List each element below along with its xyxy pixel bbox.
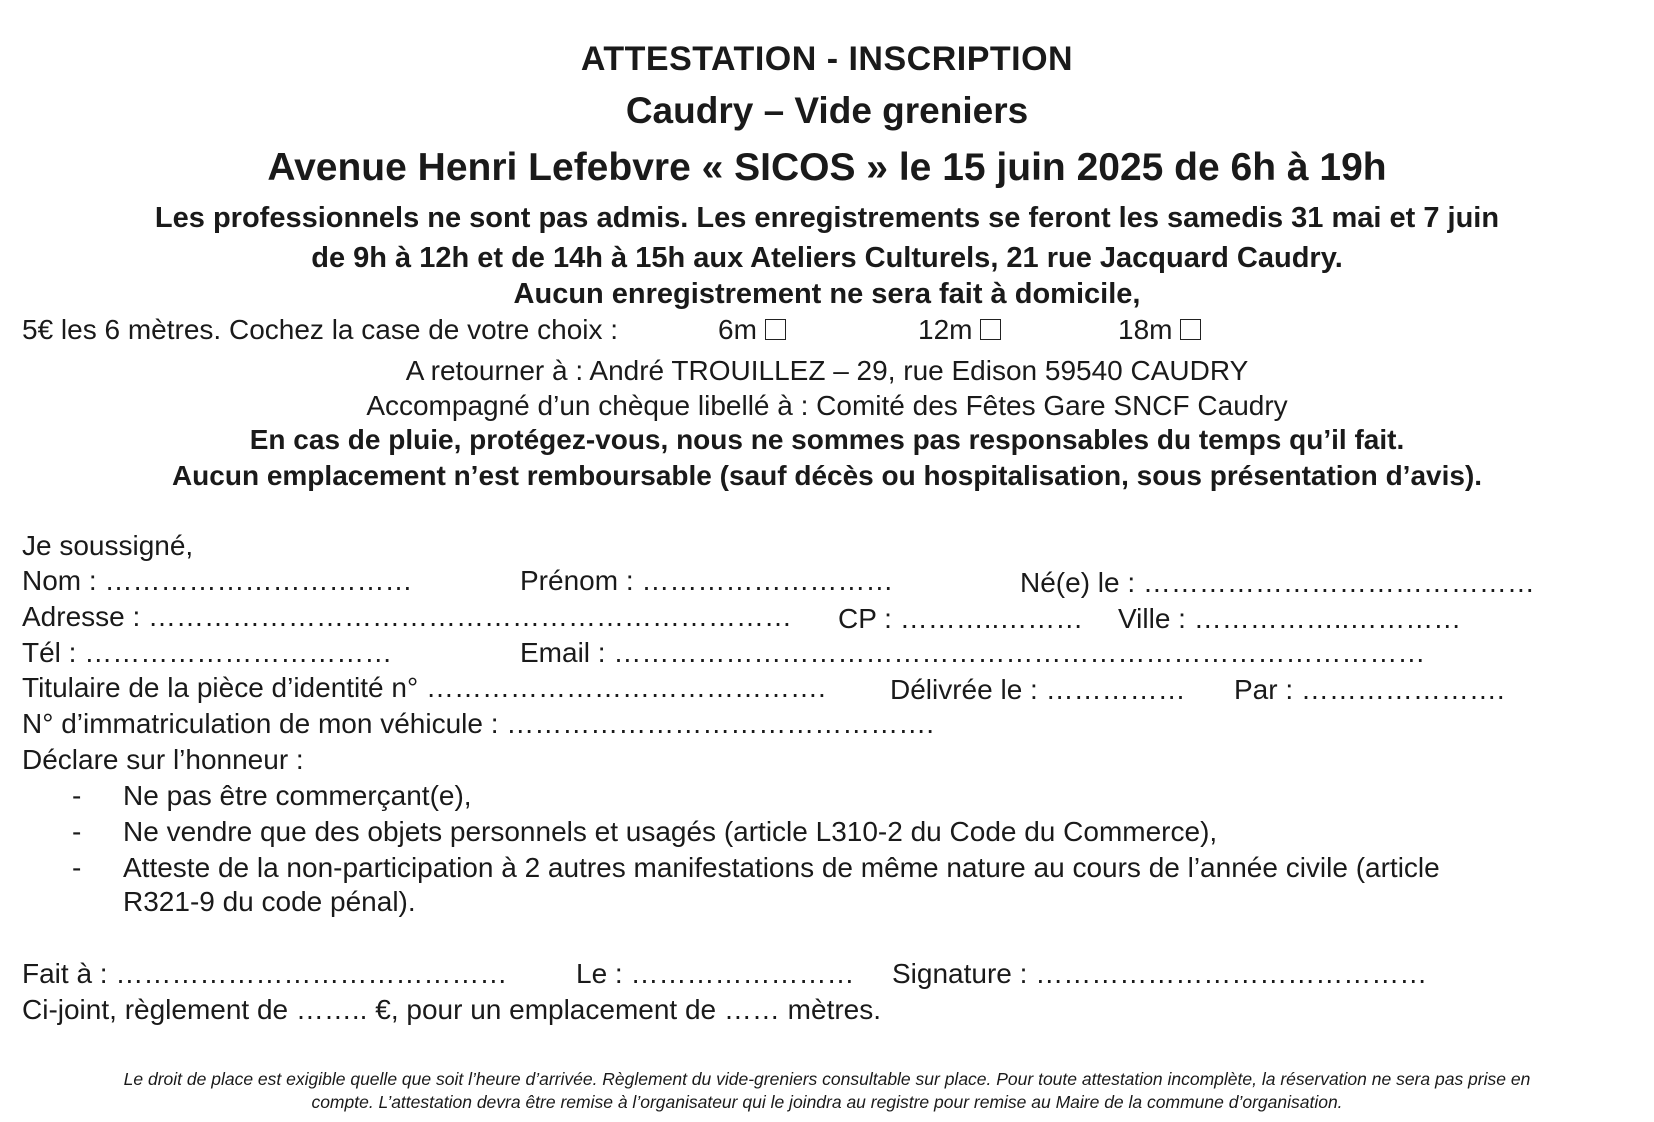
event-subtitle: Caudry – Vide greniers — [625, 90, 1029, 131]
signature-field[interactable]: Signature : …………………………………… — [892, 958, 1428, 989]
pricing-text: 5€ les 6 mètres. Cochez la case de votre choix : — [22, 314, 619, 345]
option-12m[interactable] — [918, 314, 1001, 346]
option-6m-label: 6m — [718, 314, 757, 345]
birthdate-field[interactable]: Né(e) le : …………………………………… — [1020, 567, 1535, 598]
footer-line-2: compte. L’attestation devra être remise à l’organisateur qui le joindra au registre pour remise au Maire de la commune d’organisation. — [311, 1092, 1343, 1112]
nom-field[interactable]: Nom : …………………………… — [22, 565, 413, 596]
checkbox-18m[interactable] — [1180, 319, 1201, 340]
list-dash: - — [72, 852, 82, 883]
notice-line-1: Les professionnels ne sont pas admis. Les enregistrements se feront les samedis 31 mai et 7 juin — [154, 202, 1500, 234]
return-address: A retourner à : André TROUILLEZ – 29, rue Edison 59540 CAUDRY — [405, 355, 1249, 386]
prenom-field[interactable]: Prénom : ……………………… — [520, 565, 894, 596]
email-field[interactable]: Email : …………………………………………………………………………… — [520, 637, 1426, 668]
phone-field[interactable]: Tél : …………………………… — [22, 637, 393, 668]
list-item: Ne pas être commerçant(e), — [123, 780, 472, 811]
issued-by-field[interactable]: Par : …………………. — [1234, 674, 1505, 705]
option-6m[interactable] — [718, 314, 786, 346]
page-title: ATTESTATION - INSCRIPTION — [580, 40, 1074, 78]
date-field[interactable]: Le : …………………… — [576, 958, 855, 989]
rain-notice: En cas de pluie, protégez-vous, nous ne sommes pas responsables du temps qu’il fait. — [249, 424, 1405, 455]
address-field[interactable]: Adresse : …………………………………………………………… — [22, 601, 793, 632]
cheque-info: Accompagné d’un chèque libellé à : Comité des Fêtes Gare SNCF Caudry — [366, 390, 1288, 421]
checkbox-12m[interactable] — [980, 319, 1001, 340]
city-field[interactable]: Ville : ……………..………… — [1118, 603, 1462, 634]
list-item-continuation: R321-9 du code pénal). — [123, 886, 416, 917]
footer-line-1: Le droit de place est exigible quelle que soit l’heure d’arrivée. Règlement du vide-greniers consultable sur place. Pour toute attestation incomplète, la réservation ne sera pas prise en — [123, 1069, 1531, 1089]
list-item: Ne vendre que des objets personnels et usagés (article L310-2 du Code du Commerce), — [123, 816, 1218, 847]
option-18m[interactable] — [1118, 314, 1201, 346]
refund-notice: Aucun emplacement n’est remboursable (sauf décès ou hospitalisation, sous présentation d’avis). — [171, 460, 1483, 491]
option-18m-label: 18m — [1118, 314, 1173, 345]
notice-line-3: Aucun enregistrement ne sera fait à domicile, — [513, 278, 1141, 310]
place-field[interactable]: Fait à : …………………………………… — [22, 958, 508, 989]
list-dash: - — [72, 816, 82, 847]
list-item: Atteste de la non-participation à 2 autres manifestations de même nature au cours de l’année civile (article — [123, 852, 1440, 883]
checkbox-6m[interactable] — [765, 319, 786, 340]
payment-line[interactable]: Ci-joint, règlement de …….. €, pour un emplacement de …… mètres. — [22, 994, 882, 1025]
notice-line-2: de 9h à 12h et de 14h à 15h aux Ateliers Culturels, 21 rue Jacquard Caudry. — [311, 242, 1343, 274]
option-12m-label: 12m — [918, 314, 973, 345]
event-line: Avenue Henri Lefebvre « SICOS » le 15 juin 2025 de 6h à 19h — [267, 146, 1387, 189]
list-dash: - — [72, 780, 82, 811]
vehicle-registration-field[interactable]: N° d’immatriculation de mon véhicule : ………………………………………. — [22, 708, 935, 739]
id-number-field[interactable]: Titulaire de la pièce d’identité n° ……………………………………. — [22, 672, 826, 703]
declaration-heading: Déclare sur l’honneur : — [22, 744, 304, 775]
form-intro: Je soussigné, — [22, 530, 194, 561]
issued-date-field[interactable]: Délivrée le : …………… — [890, 674, 1186, 705]
postcode-field[interactable]: CP : ………..……… — [838, 603, 1084, 634]
